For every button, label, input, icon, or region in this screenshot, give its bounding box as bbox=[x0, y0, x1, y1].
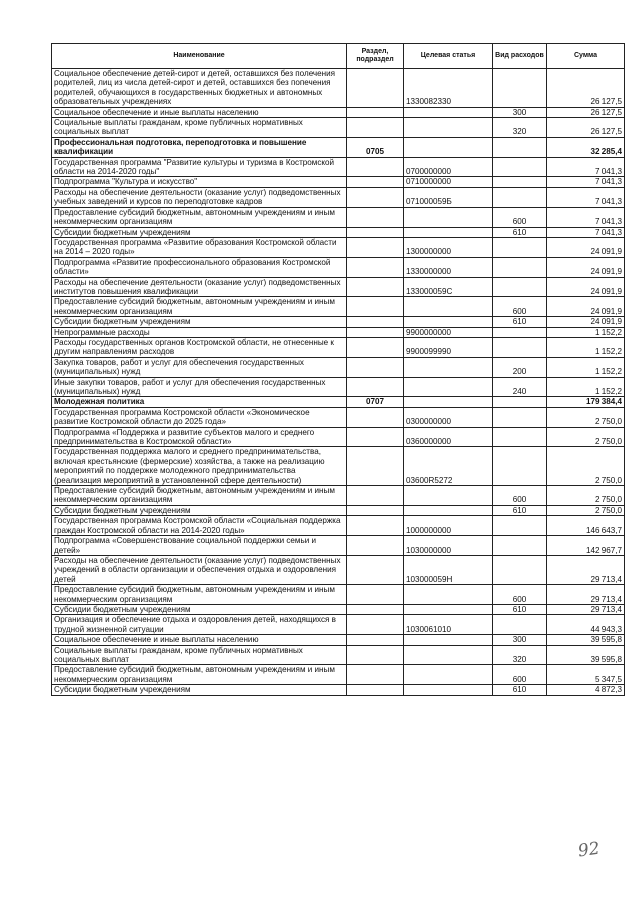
row-article-cell bbox=[404, 635, 493, 645]
row-section-cell: 0705 bbox=[347, 137, 404, 157]
table-row bbox=[52, 277, 625, 297]
row-sum-cell: 179 384,4 bbox=[547, 397, 625, 407]
row-sum-cell: 2 750,0 bbox=[547, 407, 625, 427]
row-section-cell bbox=[347, 645, 404, 665]
budget-table bbox=[51, 43, 625, 696]
row-type-cell bbox=[493, 615, 547, 635]
row-section-cell bbox=[347, 207, 404, 227]
row-type-cell bbox=[493, 516, 547, 536]
row-section-cell bbox=[347, 555, 404, 584]
row-article-cell: 0700000000 bbox=[404, 157, 493, 177]
row-sum-cell: 2 750,0 bbox=[547, 505, 625, 515]
table-row bbox=[52, 317, 625, 327]
row-section-cell bbox=[347, 277, 404, 297]
row-article-cell: 03600R5272 bbox=[404, 447, 493, 486]
row-name-cell: Государственная программа «Развитие образования Костромской области на 2014 – 2020 годы» bbox=[52, 237, 347, 257]
row-article-cell bbox=[404, 397, 493, 407]
table-row bbox=[52, 297, 625, 317]
row-section-cell bbox=[347, 327, 404, 337]
row-name-cell: Государственная программа Костромской области «Социальная поддержка граждан Костромской области на 2014-2020 годы» bbox=[52, 516, 347, 536]
row-sum-cell: 29 713,4 bbox=[547, 604, 625, 614]
row-article-cell bbox=[404, 377, 493, 397]
row-article-cell: 1030000000 bbox=[404, 536, 493, 556]
table-row bbox=[52, 665, 625, 685]
row-name-cell: Подпрограмма "Культура и искусство" bbox=[52, 177, 347, 187]
table-row bbox=[52, 486, 625, 506]
row-section-cell bbox=[347, 157, 404, 177]
row-section-cell bbox=[347, 486, 404, 506]
row-type-cell bbox=[493, 187, 547, 207]
row-name-cell: Закупка товаров, работ и услуг для обеспечения государственных (муниципальных) нужд bbox=[52, 357, 347, 377]
table-body bbox=[52, 69, 625, 696]
table-row bbox=[52, 177, 625, 187]
row-sum-cell: 24 091,9 bbox=[547, 237, 625, 257]
row-section-cell bbox=[347, 69, 404, 108]
row-sum-cell: 7 041,3 bbox=[547, 207, 625, 227]
row-type-cell: 320 bbox=[493, 645, 547, 665]
row-section-cell bbox=[347, 665, 404, 685]
row-article-cell: 1330000000 bbox=[404, 257, 493, 277]
row-sum-cell: 7 041,3 bbox=[547, 187, 625, 207]
table-row bbox=[52, 407, 625, 427]
row-sum-cell: 1 152,2 bbox=[547, 337, 625, 357]
row-type-cell bbox=[493, 277, 547, 297]
row-type-cell: 610 bbox=[493, 685, 547, 695]
row-section-cell bbox=[347, 257, 404, 277]
row-type-cell: 600 bbox=[493, 665, 547, 685]
row-name-cell: Подпрограмма «Совершенствование социальной поддержки семьи и детей» bbox=[52, 536, 347, 556]
row-type-cell bbox=[493, 397, 547, 407]
table-row bbox=[52, 118, 625, 138]
row-article-cell bbox=[404, 118, 493, 138]
row-article-cell: 071000059Б bbox=[404, 187, 493, 207]
row-name-cell: Предоставление субсидий бюджетным, автономным учреждениям и иным некоммерческим организациям bbox=[52, 297, 347, 317]
header-name: Наименование bbox=[52, 44, 347, 69]
row-name-cell: Субсидии бюджетным учреждениям bbox=[52, 505, 347, 515]
row-type-cell bbox=[493, 257, 547, 277]
row-type-cell bbox=[493, 407, 547, 427]
row-section-cell bbox=[347, 227, 404, 237]
table-row bbox=[52, 377, 625, 397]
row-article-cell: 0710000000 bbox=[404, 177, 493, 187]
header-row bbox=[52, 44, 625, 69]
row-type-cell bbox=[493, 536, 547, 556]
row-section-cell bbox=[347, 685, 404, 695]
row-article-cell: 0360000000 bbox=[404, 427, 493, 447]
row-article-cell bbox=[404, 317, 493, 327]
row-article-cell bbox=[404, 505, 493, 515]
row-name-cell: Социальное обеспечение и иные выплаты населению bbox=[52, 107, 347, 117]
row-type-cell bbox=[493, 69, 547, 108]
row-article-cell: 0300000000 bbox=[404, 407, 493, 427]
row-type-cell bbox=[493, 237, 547, 257]
table-row bbox=[52, 237, 625, 257]
row-sum-cell: 29 713,4 bbox=[547, 555, 625, 584]
page-number-handwritten: 92 bbox=[576, 838, 601, 862]
table-row bbox=[52, 227, 625, 237]
row-type-cell: 610 bbox=[493, 604, 547, 614]
row-sum-cell: 24 091,9 bbox=[547, 317, 625, 327]
table-row bbox=[52, 555, 625, 584]
row-name-cell: Профессиональная подготовка, переподготовка и повышение квалификации bbox=[52, 137, 347, 157]
row-section-cell bbox=[347, 407, 404, 427]
row-sum-cell: 2 750,0 bbox=[547, 447, 625, 486]
row-name-cell: Расходы государственных органов Костромской области, не отнесенные к другим направлениям расходов bbox=[52, 337, 347, 357]
table-row bbox=[52, 685, 625, 695]
row-name-cell: Государственная программа "Развитие культуры и туризма в Костромской области на 2014-2020 годы" bbox=[52, 157, 347, 177]
row-section-cell bbox=[347, 177, 404, 187]
row-name-cell: Иные закупки товаров, работ и услуг для обеспечения государственных (муниципальных) нужд bbox=[52, 377, 347, 397]
row-type-cell bbox=[493, 337, 547, 357]
row-article-cell bbox=[404, 604, 493, 614]
row-article-cell: 1330082330 bbox=[404, 69, 493, 108]
row-sum-cell: 29 713,4 bbox=[547, 585, 625, 605]
row-article-cell bbox=[404, 665, 493, 685]
row-article-cell: 1300000000 bbox=[404, 237, 493, 257]
table-row bbox=[52, 645, 625, 665]
row-article-cell bbox=[404, 107, 493, 117]
row-type-cell: 610 bbox=[493, 317, 547, 327]
row-section-cell bbox=[347, 447, 404, 486]
row-article-cell bbox=[404, 227, 493, 237]
row-sum-cell: 26 127,5 bbox=[547, 118, 625, 138]
row-sum-cell: 24 091,9 bbox=[547, 277, 625, 297]
row-section-cell bbox=[347, 635, 404, 645]
row-article-cell bbox=[404, 645, 493, 665]
table-row bbox=[52, 635, 625, 645]
row-name-cell: Социальные выплаты гражданам, кроме публичных нормативных социальных выплат bbox=[52, 118, 347, 138]
row-type-cell bbox=[493, 137, 547, 157]
table-row bbox=[52, 327, 625, 337]
row-article-cell: 9900099990 bbox=[404, 337, 493, 357]
table-row bbox=[52, 187, 625, 207]
row-name-cell: Субсидии бюджетным учреждениям bbox=[52, 227, 347, 237]
table-row bbox=[52, 505, 625, 515]
table-row bbox=[52, 604, 625, 614]
row-name-cell: Субсидии бюджетным учреждениям bbox=[52, 317, 347, 327]
row-sum-cell: 39 595,8 bbox=[547, 635, 625, 645]
row-section-cell bbox=[347, 615, 404, 635]
row-article-cell: 9900000000 bbox=[404, 327, 493, 337]
row-type-cell bbox=[493, 327, 547, 337]
row-section-cell bbox=[347, 187, 404, 207]
row-name-cell: Социальное обеспечение детей-сирот и детей, оставшихся без полечения родителей, лиц из числа детей-сирот и детей, оставшихся без попечения родителей, обучающихся в государственных бюджетных и автономных образовательных учреждениях bbox=[52, 69, 347, 108]
table-row bbox=[52, 427, 625, 447]
row-type-cell: 300 bbox=[493, 635, 547, 645]
row-sum-cell: 142 967,7 bbox=[547, 536, 625, 556]
row-type-cell bbox=[493, 427, 547, 447]
row-article-cell bbox=[404, 297, 493, 317]
row-name-cell: Предоставление субсидий бюджетным, автономным учреждениям и иным некоммерческим организациям bbox=[52, 585, 347, 605]
row-name-cell: Предоставление субсидий бюджетным, автономным учреждениям и иным некоммерческим организациям bbox=[52, 486, 347, 506]
row-name-cell: Организация и обеспечение отдыха и оздоровления детей, находящихся в трудной жизненной ситуации bbox=[52, 615, 347, 635]
row-article-cell bbox=[404, 357, 493, 377]
row-article-cell bbox=[404, 685, 493, 695]
row-section-cell bbox=[347, 377, 404, 397]
table-row bbox=[52, 397, 625, 407]
row-article-cell bbox=[404, 585, 493, 605]
header-section: Раздел, подраздел bbox=[347, 44, 404, 69]
row-section-cell bbox=[347, 516, 404, 536]
row-type-cell: 610 bbox=[493, 505, 547, 515]
row-type-cell: 240 bbox=[493, 377, 547, 397]
row-article-cell bbox=[404, 486, 493, 506]
row-type-cell: 320 bbox=[493, 118, 547, 138]
header-sum: Сумма bbox=[547, 44, 625, 69]
row-article-cell bbox=[404, 137, 493, 157]
header-type: Вид расходов bbox=[493, 44, 547, 69]
row-article-cell: 1030061010 bbox=[404, 615, 493, 635]
row-name-cell: Расходы на обеспечение деятельности (оказание услуг) подведомственных институтов повышения квалификации bbox=[52, 277, 347, 297]
row-section-cell bbox=[347, 505, 404, 515]
table-row bbox=[52, 107, 625, 117]
row-type-cell: 600 bbox=[493, 585, 547, 605]
table-row bbox=[52, 207, 625, 227]
row-sum-cell: 26 127,5 bbox=[547, 107, 625, 117]
row-sum-cell: 7 041,3 bbox=[547, 227, 625, 237]
row-article-cell: 133000059С bbox=[404, 277, 493, 297]
row-section-cell bbox=[347, 118, 404, 138]
row-section-cell bbox=[347, 337, 404, 357]
row-article-cell: 103000059Н bbox=[404, 555, 493, 584]
row-section-cell bbox=[347, 237, 404, 257]
row-sum-cell: 24 091,9 bbox=[547, 297, 625, 317]
row-name-cell: Непрограммные расходы bbox=[52, 327, 347, 337]
row-sum-cell: 1 152,2 bbox=[547, 327, 625, 337]
row-name-cell: Субсидии бюджетным учреждениям bbox=[52, 685, 347, 695]
row-name-cell: Молодежная политика bbox=[52, 397, 347, 407]
table-row bbox=[52, 257, 625, 277]
table-row bbox=[52, 357, 625, 377]
row-sum-cell: 146 643,7 bbox=[547, 516, 625, 536]
row-name-cell: Государственная поддержка малого и среднего предпринимательства, включая крестьянские (фермерские) хозяйства, а также на реализацию мероприятий по поддержке молодежного предпринимательства (реализация мероприятий в установленной сфере деятельности) bbox=[52, 447, 347, 486]
row-section-cell bbox=[347, 536, 404, 556]
row-name-cell: Подпрограмма «Развитие профессионального образования Костромской области» bbox=[52, 257, 347, 277]
row-type-cell: 610 bbox=[493, 227, 547, 237]
table-row bbox=[52, 615, 625, 635]
row-section-cell bbox=[347, 317, 404, 327]
row-name-cell: Государственная программа Костромской области «Экономическое развитие Костромской области до 2025 года» bbox=[52, 407, 347, 427]
row-sum-cell: 39 595,8 bbox=[547, 645, 625, 665]
row-sum-cell: 24 091,9 bbox=[547, 257, 625, 277]
row-sum-cell: 4 872,3 bbox=[547, 685, 625, 695]
row-name-cell: Расходы на обеспечение деятельности (оказание услуг) подведомственных учебных заведений и курсов по переподготовке кадров bbox=[52, 187, 347, 207]
row-section-cell bbox=[347, 107, 404, 117]
row-type-cell: 600 bbox=[493, 297, 547, 317]
table-row bbox=[52, 157, 625, 177]
row-name-cell: Предоставление субсидий бюджетным, автономным учреждениям и иным некоммерческим организациям bbox=[52, 665, 347, 685]
row-type-cell bbox=[493, 157, 547, 177]
header-article: Целевая статья bbox=[404, 44, 493, 69]
row-name-cell: Социальное обеспечение и иные выплаты населению bbox=[52, 635, 347, 645]
table-row bbox=[52, 337, 625, 357]
row-sum-cell: 26 127,5 bbox=[547, 69, 625, 108]
table-row bbox=[52, 585, 625, 605]
row-sum-cell: 5 347,5 bbox=[547, 665, 625, 685]
row-section-cell bbox=[347, 357, 404, 377]
row-type-cell: 300 bbox=[493, 107, 547, 117]
row-article-cell bbox=[404, 207, 493, 227]
row-sum-cell: 1 152,2 bbox=[547, 357, 625, 377]
table-row bbox=[52, 536, 625, 556]
row-sum-cell: 2 750,0 bbox=[547, 486, 625, 506]
row-section-cell bbox=[347, 297, 404, 317]
row-sum-cell: 7 041,3 bbox=[547, 177, 625, 187]
row-sum-cell: 32 285,4 bbox=[547, 137, 625, 157]
row-article-cell: 1000000000 bbox=[404, 516, 493, 536]
row-sum-cell: 44 943,3 bbox=[547, 615, 625, 635]
row-name-cell: Расходы на обеспечение деятельности (оказание услуг) подведомственных учреждений в области организации и обеспечения отдыха и оздоровления детей bbox=[52, 555, 347, 584]
row-type-cell: 600 bbox=[493, 486, 547, 506]
row-name-cell: Социальные выплаты гражданам, кроме публичных нормативных социальных выплат bbox=[52, 645, 347, 665]
row-type-cell bbox=[493, 555, 547, 584]
table-row bbox=[52, 137, 625, 157]
row-sum-cell: 1 152,2 bbox=[547, 377, 625, 397]
row-type-cell: 600 bbox=[493, 207, 547, 227]
table-row bbox=[52, 447, 625, 486]
table-row bbox=[52, 516, 625, 536]
row-section-cell: 0707 bbox=[347, 397, 404, 407]
table-row bbox=[52, 69, 625, 108]
row-type-cell bbox=[493, 177, 547, 187]
row-name-cell: Подпрограмма «Поддержка и развитие субъектов малого и среднего предпринимательства в Костромской области» bbox=[52, 427, 347, 447]
row-sum-cell: 2 750,0 bbox=[547, 427, 625, 447]
row-name-cell: Предоставление субсидий бюджетным, автономным учреждениям и иным некоммерческим организациям bbox=[52, 207, 347, 227]
row-type-cell: 200 bbox=[493, 357, 547, 377]
row-name-cell: Субсидии бюджетным учреждениям bbox=[52, 604, 347, 614]
row-type-cell bbox=[493, 447, 547, 486]
row-section-cell bbox=[347, 427, 404, 447]
row-section-cell bbox=[347, 604, 404, 614]
row-sum-cell: 7 041,3 bbox=[547, 157, 625, 177]
row-section-cell bbox=[347, 585, 404, 605]
